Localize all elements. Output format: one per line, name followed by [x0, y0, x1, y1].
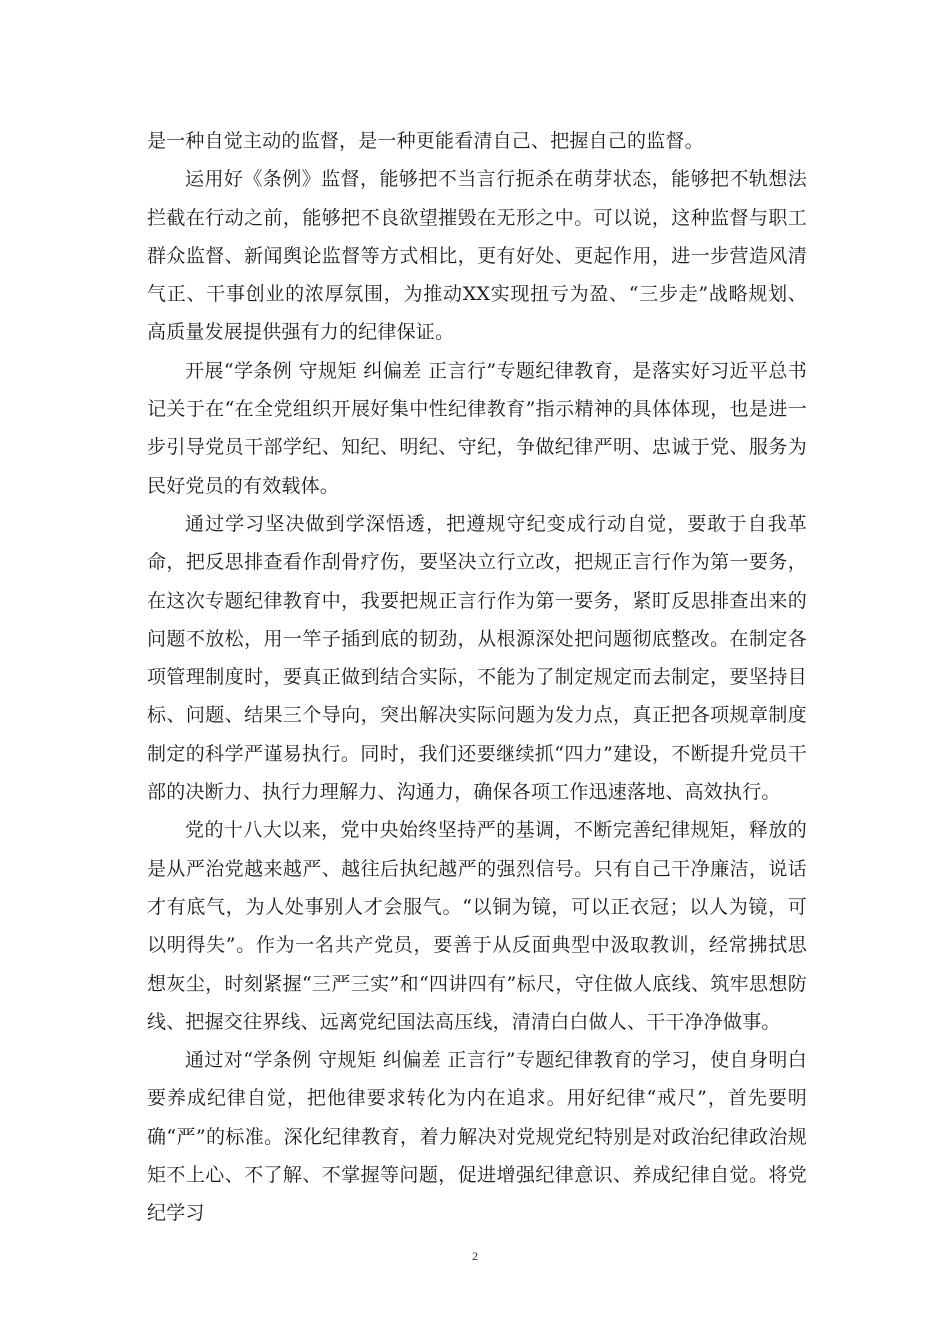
paragraph: 党的十八大以来，党中央始终坚持严的基调，不断完善纪律规矩，释放的是从严治党越来越严、越往后执纪越严的强烈信号。只有自己干净廉洁，说话才有底气，为人处事别人才会服气。“以铜为镜，可以正衣冠；以人为镜，可以明得失”。作为一名共产党员，要善于从反面典型中汲取教训，经常拂拭思想灰尘，时刻紧握“三严三实”和“四讲四有”标尺，守住做人底线、筑牢思想防线、把握交往界线、远离党纪国法高压线，清清白白做人、干干净净做事。 [147, 819, 807, 1033]
document-body [147, 122, 807, 1233]
paragraph: 运用好《条例》监督，能够把不当言行扼杀在萌芽状态，能够把不轨想法拦截在行动之前，能够把不良欲望摧毁在无形之中。可以说，这种监督与职工群众监督、新闻舆论监督等方式相比，更有好处、更起作用，进一步营造风清气正、干事创业的浓厚氛围，为推动XX实现扭亏为盈、“三步走”战略规划、高质量发展提供强有力的纪律保证。 [147, 168, 807, 344]
paragraph-continuation: 是一种自觉主动的监督，是一种更能看清自己、把握自己的监督。 [147, 130, 704, 152]
page-number: 2 [472, 1249, 478, 1263]
paragraph: 通过对“学条例 守规矩 纠偏差 正言行”专题纪律教育的学习，使自身明白要养成纪律自觉，把他律要求转化为内在追求。用好纪律“戒尺”，首先要明确“严”的标准。深化纪律教育，着力解决对党规党纪特别是对政治纪律政治规矩不上心、不了解、不掌握等问题，促进增强纪律意识、养成纪律自觉。将党纪学习 [147, 1049, 807, 1225]
paragraph: 通过学习坚决做到学深悟透，把遵规守纪变成行动自觉，要敢于自我革命，把反思排查看作刮骨疗伤，要坚决立行立改，把规正言行作为第一要务，在这次专题纪律教育中，我要把规正言行作为第一要务，紧盯反思排查出来的问题不放松，用一竿子插到底的韧劲，从根源深处把问题彻底整改。在制定各项管理制度时，要真正做到结合实际，不能为了制定规定而去制定，要坚持目标、问题、结果三个导向，突出解决实际问题为发力点，真正把各项规章制度制定的科学严谨易执行。同时，我们还要继续抓“四力”建设，不断提升党员干部的决断力、执行力理解力、沟通力，确保各项工作迅速落地、高效执行。 [147, 512, 807, 804]
paragraph: 开展“学条例 守规矩 纠偏差 正言行”专题纪律教育，是落实好习近平总书记关于在“在全党组织开展好集中性纪律教育”指示精神的具体体现，也是进一步引导党员干部学纪、知纪、明纪、守纪，争做纪律严明、忠诚于党、服务为民好党员的有效载体。 [147, 359, 807, 497]
